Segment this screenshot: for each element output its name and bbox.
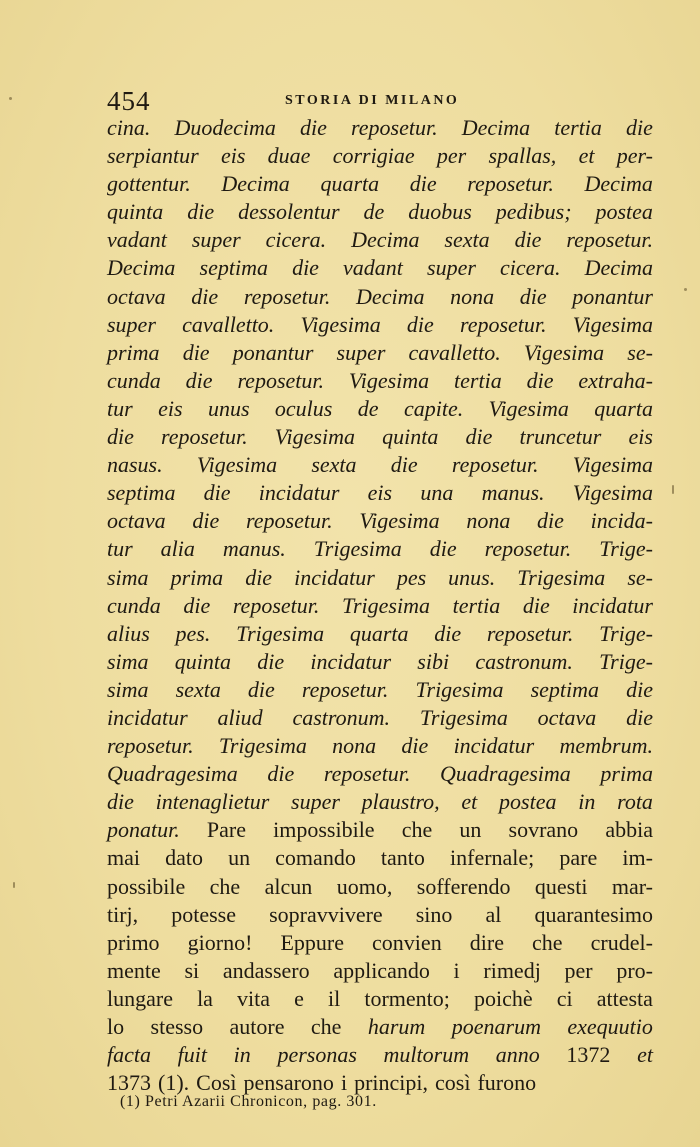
word: furono — [477, 1070, 537, 1096]
word: cunda — [107, 367, 161, 393]
text-line — [107, 283, 653, 311]
word: super — [291, 789, 340, 815]
word: Quadragesima — [440, 761, 571, 787]
text-line — [107, 676, 653, 704]
text-line — [107, 592, 653, 620]
word: alia — [160, 536, 195, 562]
word: dire — [469, 929, 504, 955]
word: reposetur. — [301, 676, 389, 702]
word: die — [300, 115, 327, 140]
word: anno — [495, 1042, 540, 1068]
word: duae — [267, 143, 311, 169]
word: cavalletto. — [182, 311, 275, 337]
word: ci — [556, 985, 573, 1011]
word: reposetur. — [246, 508, 333, 534]
word: corrigiae — [332, 143, 415, 169]
page-header — [107, 86, 653, 116]
word: die — [434, 620, 462, 646]
word: die — [183, 592, 211, 618]
word: tirj, — [107, 901, 139, 927]
word: Vigesima — [523, 339, 605, 365]
word: pensarono — [243, 1070, 334, 1096]
text-line — [107, 254, 653, 282]
word: per — [436, 143, 467, 169]
word: sexta — [444, 227, 490, 253]
text-line — [107, 648, 653, 676]
text-line — [107, 760, 653, 788]
text-line — [107, 395, 653, 423]
word: truncetur — [519, 424, 602, 450]
word: Trigesima — [236, 620, 325, 646]
word: uomo, — [336, 873, 393, 899]
word: possibile — [107, 873, 186, 899]
word: unus. — [448, 564, 496, 590]
word: reposetur. — [486, 620, 574, 646]
word: alcun — [264, 873, 313, 899]
word: cavalletto. — [408, 339, 501, 365]
word: impossibile — [273, 817, 375, 843]
text-line — [107, 535, 653, 563]
word: die — [409, 171, 437, 197]
text-line — [107, 929, 653, 957]
word: la — [197, 985, 213, 1011]
word: Decima — [107, 255, 176, 281]
word: eis — [628, 424, 653, 450]
word: oculus — [274, 395, 333, 421]
word: gottentur. — [107, 171, 191, 197]
word: plaustro, — [361, 789, 440, 815]
word: die — [182, 339, 210, 365]
word: cicera. — [265, 227, 327, 253]
word: incidatur — [453, 733, 535, 759]
word: si — [184, 957, 200, 983]
word: mente — [107, 957, 161, 983]
word: super — [336, 339, 386, 365]
text-line — [107, 142, 653, 170]
word: principi, — [354, 1070, 428, 1096]
word: che — [310, 1014, 342, 1039]
word: potesse — [171, 901, 236, 927]
word: i — [340, 1070, 348, 1096]
word: reposetur. — [484, 536, 572, 562]
word: reposetur. — [566, 227, 653, 253]
word: manus. — [481, 480, 545, 506]
word: Trigesima — [218, 733, 307, 759]
word: die — [192, 508, 220, 534]
word: reposetur. — [351, 115, 438, 140]
text-line — [107, 423, 653, 451]
word: die — [626, 704, 653, 730]
word: Duodecima — [174, 115, 276, 140]
footnote: (1) Petri Azarii Chronicon, pag. 301. — [120, 1093, 377, 1110]
word: in — [233, 1042, 251, 1068]
word: il — [328, 985, 341, 1011]
word: abbia — [605, 817, 653, 843]
word: sexta — [311, 452, 357, 478]
word: Decima — [351, 227, 420, 253]
word: prima — [107, 339, 160, 365]
text-line — [107, 901, 653, 929]
word: reposetur. — [467, 171, 554, 197]
word: giorno! — [187, 929, 253, 955]
word: al — [485, 901, 502, 927]
word: super — [107, 311, 156, 337]
word: rimedj — [483, 957, 541, 983]
word: super — [191, 227, 241, 253]
word: (1). — [158, 1070, 190, 1096]
word: reposetur. — [237, 367, 325, 393]
word: prima — [600, 761, 653, 787]
word: crudel- — [590, 929, 653, 955]
body-text — [107, 114, 653, 1097]
word: Pare — [206, 817, 246, 843]
text-line — [107, 1013, 653, 1041]
word: quinta — [107, 199, 164, 225]
word: Eppure — [280, 929, 344, 955]
word: sima — [107, 564, 149, 590]
word: membrum. — [559, 733, 653, 759]
word: tertia — [454, 367, 502, 393]
word: primo — [107, 929, 160, 955]
word: una — [420, 480, 454, 506]
word: tormento; — [364, 985, 450, 1011]
word: dato — [165, 845, 203, 871]
word: pes — [396, 564, 427, 590]
running-head: STORIA DI MILANO — [285, 93, 460, 108]
word: Vigesima — [348, 367, 430, 393]
word: capite. — [403, 395, 464, 421]
word: vadant — [107, 227, 167, 253]
word: die — [406, 311, 434, 337]
word: sibi — [417, 648, 450, 674]
text-line — [107, 311, 653, 339]
word: die — [626, 115, 653, 140]
word: andassero — [222, 957, 310, 983]
word: die — [401, 733, 429, 759]
word: octava — [107, 508, 166, 534]
word: in — [578, 789, 596, 815]
word: reposetur. — [161, 424, 248, 450]
text-line — [107, 985, 653, 1013]
word: tertia — [554, 115, 602, 140]
word: per- — [616, 143, 653, 169]
word: quarta — [594, 395, 653, 421]
word: se- — [627, 564, 653, 590]
word: die — [429, 536, 457, 562]
word: et — [578, 143, 595, 169]
word: Vigesima — [572, 311, 653, 337]
word: quarta — [320, 171, 380, 197]
word: Trigesima — [341, 592, 430, 618]
word: de — [363, 199, 385, 225]
word: Trigesima — [415, 676, 504, 702]
word: extraha- — [578, 367, 653, 393]
word: die — [203, 480, 231, 506]
word: eis — [367, 480, 393, 506]
word: tanto — [380, 845, 425, 871]
word: Decima — [356, 283, 425, 309]
word: die — [465, 424, 493, 450]
word: incidatur — [310, 648, 392, 674]
word: incidatur — [294, 564, 375, 590]
word: Vigesima — [300, 311, 381, 337]
word: incidatur — [258, 480, 340, 506]
word: vadant — [343, 255, 403, 281]
word: sexta — [175, 676, 221, 702]
word: cina. — [107, 115, 151, 140]
text-line — [107, 873, 653, 901]
word: die — [191, 283, 219, 309]
word: che — [401, 817, 433, 843]
text-line — [107, 507, 653, 535]
word: tur — [107, 536, 133, 562]
word: cicera. — [500, 255, 561, 281]
text-line — [107, 226, 653, 254]
word: Trigesima — [419, 704, 508, 730]
word: per — [564, 957, 593, 983]
word: im- — [622, 845, 653, 871]
word: nona — [466, 508, 511, 534]
word: die — [107, 424, 134, 450]
word: quarta — [349, 620, 409, 646]
page-number: 454 — [107, 86, 151, 116]
word: septima — [530, 676, 600, 702]
word: die — [522, 592, 550, 618]
text-line — [107, 367, 653, 395]
word: un — [228, 845, 251, 871]
word: et — [461, 789, 478, 815]
word: sofferendo — [416, 873, 511, 899]
word: Trige- — [599, 536, 653, 562]
word: multorum — [383, 1042, 470, 1068]
word: Vigesima — [572, 452, 653, 478]
word: incidatur — [572, 592, 653, 618]
word: Vigesima — [488, 395, 569, 421]
word: die — [185, 367, 213, 393]
word: infernale; — [450, 845, 535, 871]
word: facta — [107, 1042, 151, 1068]
word: quinta — [174, 648, 232, 674]
word: applicando — [333, 957, 430, 983]
paper-speck — [13, 882, 15, 888]
word: pare — [559, 845, 598, 871]
word: cunda — [107, 592, 161, 618]
word: lungare — [107, 985, 173, 1011]
word: Decima — [461, 115, 531, 140]
word: die — [626, 676, 653, 702]
word: attesta — [596, 985, 653, 1011]
word: eis — [220, 143, 246, 169]
word: mar- — [611, 873, 653, 899]
word: de — [357, 395, 379, 421]
word: convien — [372, 929, 442, 955]
word: ponantur — [572, 283, 653, 309]
text-line — [107, 451, 653, 479]
word: octava — [107, 283, 166, 309]
word: Vigesima — [274, 424, 355, 450]
word: nona — [450, 283, 495, 309]
word: pro- — [616, 957, 653, 983]
word: duobus — [408, 199, 472, 225]
text-line — [107, 816, 653, 844]
text-line — [107, 1041, 653, 1069]
word: fuit — [177, 1042, 207, 1068]
word: quinta — [382, 424, 439, 450]
word: che — [532, 929, 563, 955]
word: se- — [627, 339, 653, 365]
word: exequutio — [567, 1014, 653, 1039]
text-line — [107, 114, 653, 142]
word: sima — [107, 676, 149, 702]
word: postea — [499, 789, 557, 815]
text-line — [107, 788, 653, 816]
word: die — [245, 564, 273, 590]
word: reposetur. — [451, 452, 539, 478]
word: intenaglietur — [155, 789, 270, 815]
word: die — [514, 227, 542, 253]
text-line — [107, 198, 653, 226]
word: eis — [158, 395, 183, 421]
word: die — [526, 367, 554, 393]
word: die — [519, 283, 547, 309]
word: personas — [277, 1042, 357, 1068]
word: prima — [170, 564, 224, 590]
word: pedibus; — [495, 199, 572, 225]
word: reposetur. — [243, 283, 331, 309]
word: spallas, — [488, 143, 557, 169]
word: 1373 — [107, 1070, 151, 1096]
paper-speck — [684, 288, 687, 291]
word: et — [637, 1042, 653, 1068]
word: super — [427, 255, 476, 281]
word: sovrano — [508, 817, 579, 843]
text-line — [107, 339, 653, 367]
word: septima — [107, 480, 176, 506]
word: die — [292, 255, 319, 281]
text-line — [107, 479, 653, 507]
word: sopravvivere — [269, 901, 383, 927]
word: così — [435, 1070, 471, 1096]
word: reposetur. — [232, 592, 320, 618]
word: incidatur — [107, 704, 188, 730]
word: dessolentur — [238, 199, 340, 225]
word: Decima — [584, 171, 653, 197]
word: Trigesima — [517, 564, 606, 590]
word: reposetur. — [459, 311, 547, 337]
paper-speck — [672, 485, 674, 494]
word: stesso — [150, 1014, 204, 1039]
word: tertia — [452, 592, 501, 618]
word: die — [247, 676, 275, 702]
text-line — [107, 732, 653, 760]
word: lo — [107, 1014, 125, 1039]
word: incida- — [590, 508, 653, 534]
word: i — [453, 957, 460, 983]
word: che — [209, 873, 241, 899]
word: Vigesima — [196, 452, 278, 478]
word: mai — [107, 845, 140, 871]
word: reposetur. — [323, 761, 411, 787]
word: reposetur. — [107, 733, 194, 759]
word: serpiantur — [107, 143, 199, 169]
text-line — [107, 844, 653, 872]
text-line — [107, 704, 653, 732]
word: autore — [229, 1014, 285, 1039]
word: tur — [107, 395, 133, 421]
word: Quadragesima — [107, 761, 238, 787]
word: die — [390, 452, 418, 478]
text-line — [107, 564, 653, 592]
word: e — [294, 985, 304, 1011]
word: octava — [537, 704, 597, 730]
word: Vigesima — [572, 480, 653, 506]
word: die — [267, 761, 295, 787]
word: alius — [107, 620, 150, 646]
word: quarantesimo — [534, 901, 653, 927]
word: nasus. — [107, 452, 163, 478]
word: poichè — [473, 985, 533, 1011]
text-line — [107, 620, 653, 648]
word: ponatur. — [107, 817, 180, 843]
word: sima — [107, 648, 149, 674]
text-line — [107, 170, 653, 198]
word: pes. — [175, 620, 211, 646]
word: castronum. — [292, 704, 391, 730]
word: ponantur — [232, 339, 314, 365]
word: Trige- — [599, 620, 653, 646]
word: Così — [196, 1070, 237, 1096]
word: poenarum — [451, 1014, 541, 1039]
word: die — [257, 648, 285, 674]
word: Trigesima — [313, 536, 402, 562]
text-line — [107, 957, 653, 985]
word: nona — [332, 733, 377, 759]
word: Decima — [221, 171, 290, 197]
word: die — [107, 789, 134, 815]
word: septima — [199, 255, 268, 281]
word: un — [459, 817, 482, 843]
word: die — [537, 508, 564, 534]
word: postea — [595, 199, 653, 225]
word: unus — [207, 395, 250, 421]
word: Vigesima — [359, 508, 440, 534]
word: harum — [367, 1014, 426, 1039]
word: questi — [534, 873, 588, 899]
word: sino — [415, 901, 453, 927]
paper-speck — [9, 97, 12, 100]
word: castronum. — [475, 648, 573, 674]
word: die — [187, 199, 215, 225]
word: comando — [275, 845, 356, 871]
word: Trige- — [599, 648, 653, 674]
word: 1372 — [566, 1042, 611, 1068]
word: manus. — [222, 536, 286, 562]
word: Decima — [584, 255, 653, 281]
word: aliud — [217, 704, 263, 730]
word: vita — [237, 985, 271, 1011]
word: rota — [617, 789, 653, 815]
